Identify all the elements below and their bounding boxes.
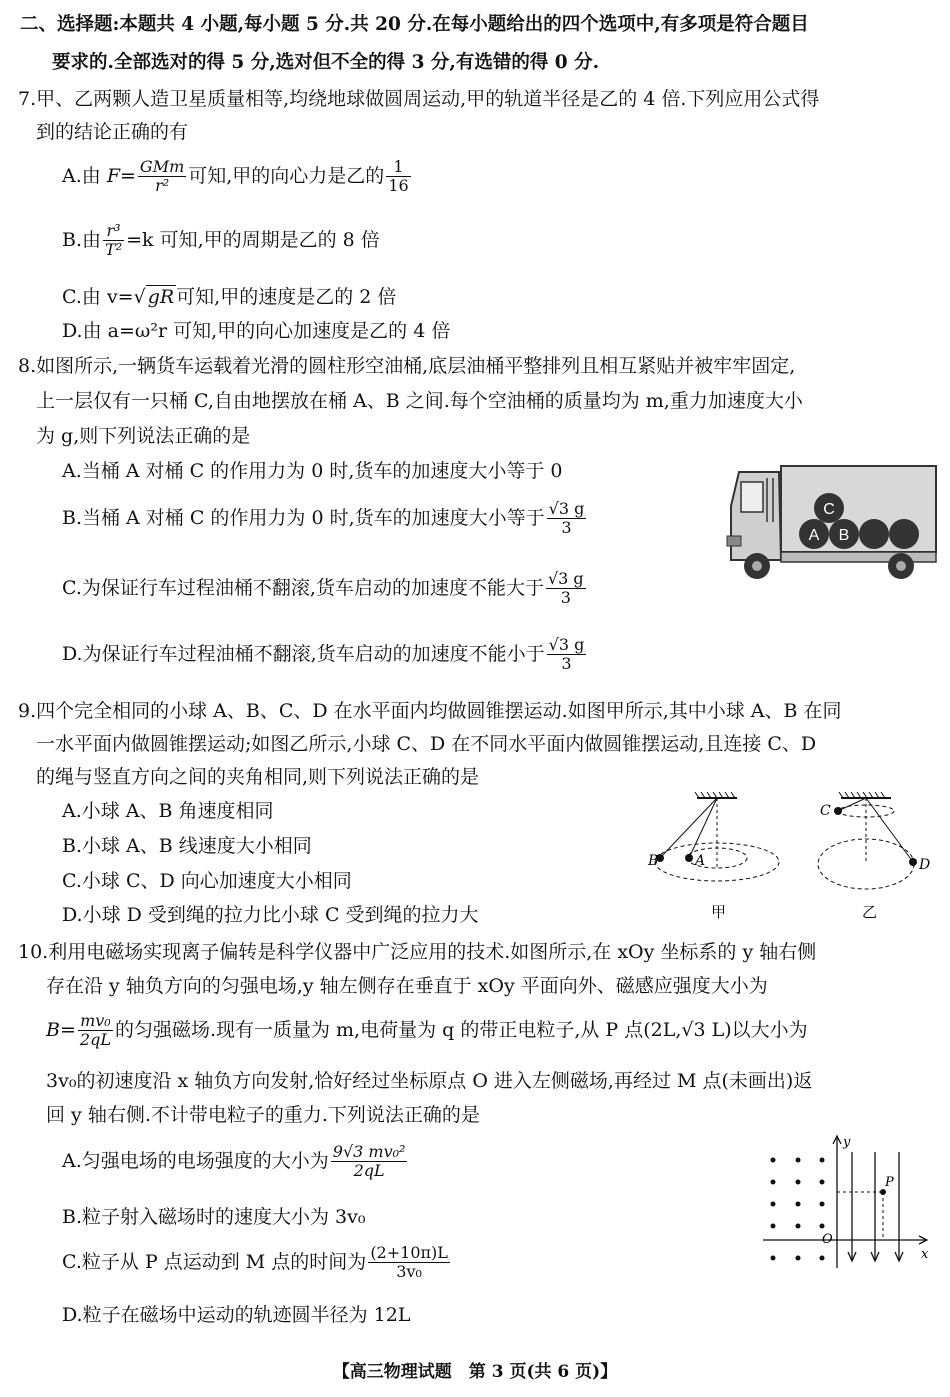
- q10-stem-line3: B= $\frac{\text{mv₀}}{2qL}$ 的匀强磁场.现有一质量为 m,电荷量为 q 的带正电粒子,从 P 点(2L,√3 L)以大小为: [46, 1011, 808, 1050]
- q9-stem-line1: 9.四个完全相同的小球 A、B、C、D 在水平面内均做圆锥摆运动.如图甲所示,其中小球 A、B 在同: [18, 700, 842, 722]
- q10-stem-line2: 存在沿 y 轴负方向的匀强电场,y 轴左侧存在垂直于 xOy 平面向外、磁感应强度大小为: [46, 975, 768, 997]
- barrel-label-a: A: [808, 527, 820, 544]
- pendulum-figure: [645, 792, 940, 924]
- label-a: A: [695, 853, 706, 869]
- q10-option-c: C.粒子从 P 点运动到 M 点的时间为 $\frac{(2+10\pi)L}{\text{3v₀}}$: [62, 1243, 448, 1282]
- q10-option-a: A.匀强电场的电场强度的大小为 $\frac{\text{9√3 mv₀²}}{2qL}$: [62, 1142, 406, 1181]
- q7-option-a: A.由 F= $\frac{\text{GMm}}{\text{r²}}$ 可知,甲的向心力是乙的 $\frac{1}{16}$: [62, 157, 409, 196]
- q9-stem-line3: 的绳与竖直方向之间的夹角相同,则下列说法正确的是: [36, 766, 480, 788]
- q8-option-c: C.为保证行车过程油桶不翻滚,货车启动的加速度不能大于 $\frac{√3 g}{3}$: [62, 569, 584, 608]
- barrel-label-c: C: [823, 501, 835, 518]
- page-footer: 【高三物理试题 第 3 页(共 6 页)】: [332, 1362, 618, 1382]
- q7-option-d: D.由 a=ω²r 可知,甲的向心加速度是乙的 4 倍: [62, 320, 451, 342]
- q10-stem-line1: 10.利用电磁场实现离子偏转是科学仪器中广泛应用的技术.如图所示,在 xOy 坐标系的 y 轴右侧: [18, 941, 817, 963]
- q7-stem-line2: 到的结论正确的有: [36, 121, 189, 143]
- label-c: C: [820, 803, 831, 819]
- section-heading-line1: 二、选择题:本题共 4 小题,每小题 5 分.共 20 分.在每小题给出的四个选项中,有多项是符合题目: [20, 14, 809, 35]
- q8-option-d: D.为保证行车过程油桶不翻滚,货车启动的加速度不能小于 $\frac{√3 g}{3}$: [62, 635, 585, 674]
- q8-stem-line2: 上一层仅有一只桶 C,自由地摆放在桶 A、B 之间.每个空油桶的质量均为 m,重力加速度大小: [36, 390, 803, 412]
- caption-yi: 乙: [862, 903, 878, 921]
- q9-option-a: A.小球 A、B 角速度相同: [62, 800, 274, 822]
- q7-option-b: B.由 $\frac{\text{r³}}{\text{T²}}$ =k 可知,甲的周期是乙的 8 倍: [62, 221, 380, 260]
- origin-label-o: O: [822, 1232, 833, 1247]
- label-d: D: [919, 857, 931, 873]
- section-heading-line2: 要求的.全部选对的得 5 分,选对但不全的得 3 分,有选错的得 0 分.: [52, 52, 600, 73]
- axis-label-y: y: [843, 1135, 851, 1150]
- caption-jia: 甲: [711, 903, 727, 921]
- q9-option-c: C.小球 C、D 向心加速度大小相同: [62, 870, 352, 892]
- q10-stem-line4: 3v₀的初速度沿 x 轴负方向发射,恰好经过坐标原点 O 进入左侧磁场,再经过 M 点(未画出)返: [46, 1070, 813, 1092]
- q10-option-d: D.粒子在磁场中运动的轨迹圆半径为 12L: [62, 1304, 411, 1326]
- q8-option-b: B.当桶 A 对桶 C 的作用力为 0 时,货车的加速度大小等于 $\frac{√3 g}{3}$: [62, 499, 585, 538]
- q8-option-a: A.当桶 A 对桶 C 的作用力为 0 时,货车的加速度大小等于 0: [62, 460, 563, 482]
- barrel-label-b: B: [838, 527, 850, 544]
- q8-stem-line1: 8.如图所示,一辆货车运载着光滑的圆柱形空油桶,底层油桶平整排列且相互紧贴并被牢牢固定,: [18, 355, 796, 377]
- q10-option-b: B.粒子射入磁场时的速度大小为 3v₀: [62, 1206, 366, 1228]
- q9-option-b: B.小球 A、B 线速度大小相同: [62, 835, 312, 857]
- point-label-p: P: [885, 1175, 894, 1190]
- axis-label-x: x: [921, 1247, 929, 1262]
- q7-option-c: C.由 v=√ gR 可知,甲的速度是乙的 2 倍: [62, 286, 397, 308]
- label-b: B: [648, 853, 659, 869]
- truck-figure: [725, 462, 940, 582]
- q10-stem-line5: 回 y 轴右侧.不计带电粒子的重力.下列说法正确的是: [46, 1104, 480, 1126]
- q7-stem-line1: 7.甲、乙两颗人造卫星质量相等,均绕地球做圆周运动,甲的轨道半径是乙的 4 倍.下列应用公式得: [18, 88, 820, 110]
- q9-option-d: D.小球 D 受到绳的拉力比小球 C 受到绳的拉力大: [62, 904, 479, 926]
- field-figure: [755, 1130, 935, 1270]
- q9-stem-line2: 一水平面内做圆锥摆运动;如图乙所示,小球 C、D 在不同水平面内做圆锥摆运动,且连接 C、D: [36, 733, 817, 755]
- q8-stem-line3: 为 g,则下列说法正确的是: [36, 425, 251, 447]
